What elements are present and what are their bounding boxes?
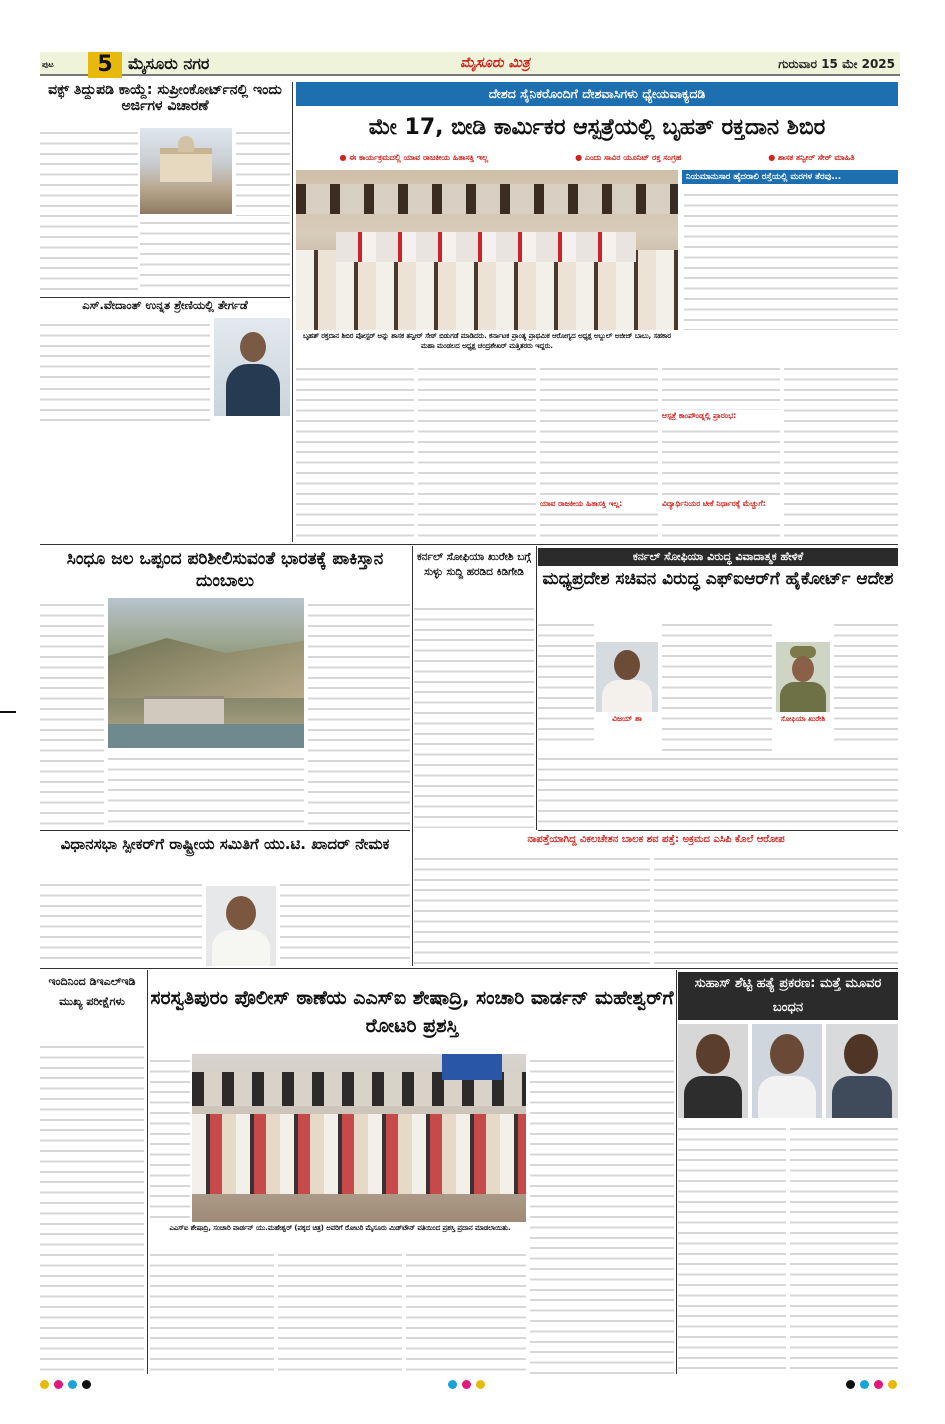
registration-dot: [874, 1380, 883, 1389]
divider: [538, 830, 898, 831]
supreme-court-photo: [140, 128, 232, 214]
mp-body-col3: [834, 618, 898, 744]
accused-photo-3: [826, 1024, 898, 1118]
registration-dot: [40, 1380, 49, 1389]
registration-dot: [846, 1380, 855, 1389]
column-rule: [147, 970, 148, 1374]
vedanth-photo: [214, 318, 290, 416]
lead-bullet: ● ಶಾಸಕ ತನ್ವೀರ್ ಸೇಠ್ ಮಾಹಿತಿ: [768, 153, 855, 162]
sophia-caption: ಸೋಫಿಯಾ ಖುರೇಶಿ: [780, 715, 826, 723]
registration-dot: [476, 1380, 485, 1389]
vedanth-body-lower: [40, 382, 210, 426]
asi-body-lower-2: [278, 1248, 402, 1374]
column-rule: [676, 970, 677, 1374]
khader-body-right: [280, 878, 410, 966]
sophia-photo: [776, 642, 830, 712]
lead-bullets: [296, 150, 898, 166]
dled-headline: ಇಂದಿನಿಂದ ಡಿಇಎಲ್ಇಡಿ ಮುಖ್ಯ ಪರೀಕ್ಷೆಗಳು: [48, 975, 136, 1008]
mp-headline: ಮಧ್ಯಪ್ರದೇಶ ಸಚಿವನ ವಿರುದ್ಧ ಎಫ್‌ಐಆರ್‌ಗೆ ಹೈಕೋರ್ಟ್ ಆದೇಶ: [542, 569, 894, 589]
crop-mark: [0, 711, 16, 713]
divider: [40, 297, 290, 298]
indus-body-left: [40, 598, 104, 828]
indus-headline: ಸಿಂಧೂ ಜಲ ಒಪ್ಪಂದ ಪರಿಶೀಲಿಸುವಂತೆ ಭಾರತಕ್ಕೆ ಪಾಕಿಸ್ತಾನ ದುಂಬಾಲು: [66, 549, 384, 591]
registration-dot: [82, 1380, 91, 1389]
lead-body-col5: [784, 362, 898, 542]
dam-photo: [108, 598, 304, 748]
registration-dot: [54, 1380, 63, 1389]
lead-subhead-3: ವಿದ್ಯಾರ್ಥಿನಿಯರ ಟೀಕೆ ನಿರ್ಧಾರಕ್ಕೆ ಮೆಚ್ಚುಗೆ:: [662, 498, 780, 520]
suhas-body-left: [678, 1122, 786, 1374]
blood-donation-caption: ಬೃಹತ್ ರಕ್ತದಾನ ಶಿಬಿರ ಪೋಸ್ಟರ್ ಅನ್ನು ಶಾಸಕ ತನ್ವೀರ್ ಸೇಠ್ ಬಿಡುಗಡೆ ಮಾಡಿದರು. ಕರ್ನಾಟಕ ಪ್ರಾಂತ್ಯ ಪ್ರಾಥಮಿಕ ಆರೋಗ್ಯದ ಅಧ್ಯಕ್ಷ ಅಬ್ದುಲ್ ಅಜೀಜ್ ಬಾಬು, ಸಹಕಾರ ಮಹಾ ಮಂಡಲದ ಅಧ್ಯಕ್ಷ ಚಂದ್ರಶೇಖರ್ ಮತ್ತಿತರರು ಇದ್ದರು.: [303, 332, 671, 350]
indus-body-right: [308, 598, 410, 828]
missing-boy-headline: ನಾಪತ್ತೆಯಾಗಿದ್ದ ವಿಕಲಚೇತನ ಬಾಲಕ ಶವ ಪತ್ತೆ: ಅಕ್ರಮದ ಎಸಿಪಿ ಕೊಲೆ ಆರೋಪ: [527, 834, 785, 845]
dled-body: [40, 1040, 144, 1374]
khader-body-left: [40, 878, 202, 966]
khader-photo: [206, 886, 276, 966]
lead-subhead-1: ಆಸ್ಪತ್ರೆ ಕಾಂಪೌಂಡ್ನಲ್ಲಿ ಪ್ರಾರಂಭ:: [662, 410, 780, 422]
divider: [40, 968, 898, 969]
khader-headline: ವಿಧಾನಸಭಾ ಸ್ಪೀಕರ್‌ಗೆ ರಾಷ್ಟ್ರೀಯ ಸಮಿತಿಗೆ ಯು.ಟಿ. ಖಾದರ್ ನೇಮಕ: [60, 835, 390, 853]
column-rule: [412, 546, 413, 966]
page-number: 5: [88, 52, 122, 78]
waqf-headline: ವಕ್ಫ್ ತಿದ್ದುಪಡಿ ಕಾಯ್ದೆ: ಸುಪ್ರೀಂಕೋರ್ಟ್‌ನಲ್ಲಿ ಇಂದು ಅರ್ಜಿಗಳ ವಿಚಾರಣೆ: [48, 82, 282, 115]
award-photo: [192, 1054, 526, 1222]
colonel-body: [414, 602, 534, 828]
accused-photo-2: [752, 1024, 822, 1118]
missing-boy-body-right: [654, 852, 898, 964]
registration-dot: [888, 1380, 897, 1389]
vijay-shah-photo: [596, 642, 658, 712]
lead-body-col3: [540, 362, 658, 542]
vijay-shah-caption: ವಿಜಯ್ ಶಾ: [612, 714, 642, 723]
asi-body-col1: [150, 1054, 190, 1222]
vedanth-body: [40, 318, 210, 380]
column-rule: [536, 546, 537, 830]
registration-dot: [462, 1380, 471, 1389]
lead-body-col2: [418, 362, 536, 542]
vedanth-headline: ಎಸ್.ವೇದಾಂತ್ ಉನ್ನತ ಶ್ರೇಣಿಯಲ್ಲಿ ತೇರ್ಗಡೆ: [82, 299, 248, 312]
asi-headline: ಸರಸ್ವತಿಪುರಂ ಪೊಲೀಸ್ ಠಾಣೆಯ ಎಎಸ್ಐ ಶೇಷಾದ್ರಿ, ಸಂಚಾರಿ ವಾರ್ಡನ್ ಮಹೇಶ್ವರ್‌ಗೆ ರೋಟರಿ ಪ್ರಶಸ್ತಿ: [150, 987, 674, 1037]
lead-body-col1: [296, 362, 414, 542]
side-body: [684, 188, 898, 330]
mp-body-col1: [538, 618, 594, 748]
lead-bullet: ● ಎಂದು ಸಾವಿರ ಯೂನಿಟ್ ರಕ್ತ ಸಂಗ್ರಹ: [575, 153, 682, 162]
missing-boy-body-left: [414, 852, 650, 964]
waqf-body-right: [236, 126, 290, 216]
award-caption: ಎಎಸ್‌ಐ ಶೇಷಾದ್ರಿ, ಸಂಚಾರಿ ವಾರ್ಡನ್ ಯು.ಮಹೇಶ್ವರ್ (ಪಕ್ಕದ ಚಿತ್ರ) ಅವರಿಗೆ ರೋಟರಿ ಮೈಸೂರು ಮಿಡ್‌ಟೌನ್ ವತಿಯಿಂದ ಪ್ರಶಸ್ತಿ ಪ್ರದಾನ ಮಾಡಲಾಯಿತು.: [169, 1224, 511, 1232]
section-name: ಮೈಸೂರು ನಗರ: [128, 54, 210, 73]
waqf-body: [40, 126, 138, 296]
asi-body-lower-3: [406, 1248, 526, 1374]
indus-body-bottom: [108, 752, 304, 828]
paper-name: ಮೈಸೂರು ಮಿತ್ರ: [460, 55, 530, 71]
lead-kicker: ದೇಶದ ಸೈನಿಕರೊಂದಿಗೆ ದೇಶವಾಸಿಗಳು ಧ್ಯೇಯವಾಕ್ಯದಡಿ: [296, 82, 898, 106]
waqf-body-lower: [140, 216, 290, 294]
issue-date: ಗುರುವಾರ 15 ಮೇ 2025: [778, 57, 895, 71]
lead-bullet: ● ಈ ಕಾರ್ಯಕ್ರಮದಲ್ಲಿ ಯಾವ ರಾಜಕೀಯ ಹಿತಾಸಕ್ತಿ ಇಲ್ಲ: [339, 153, 489, 162]
divider: [40, 544, 898, 545]
accused-photo-1: [678, 1024, 748, 1118]
suhas-headline: ಸುಹಾಸ್ ಶೆಟ್ಟಿ ಹತ್ಯೆ ಪ್ರಕರಣ: ಮತ್ತೆ ಮೂವರ ಬಂಧನ: [678, 972, 898, 1020]
lead-headline: ಮೇ 17, ಬೀಡಿ ಕಾರ್ಮಿಕರ ಆಸ್ಪತ್ರೆಯಲ್ಲಿ ಬೃಹತ್ ರಕ್ತದಾನ ಶಿಬಿರ: [368, 115, 826, 140]
registration-dot: [448, 1380, 457, 1389]
suhas-body-right: [790, 1122, 898, 1374]
mp-kicker: ಕರ್ನಲ್ ಸೋಫಿಯಾ ವಿರುದ್ಧ ವಿವಾದಾತ್ಮಕ ಹೇಳಿಕೆ: [538, 548, 898, 566]
mp-body-lower: [538, 752, 898, 828]
side-headline: ನಿಯಮಾನುಸಾರ ಹೈದರಾಲಿ ರಸ್ತೆಯಲ್ಲಿ ಮರಗಳ ತೆರವು...: [682, 170, 898, 184]
asi-body-lower-1: [150, 1248, 274, 1374]
divider: [40, 830, 410, 831]
colonel-headline: ಕರ್ನಲ್ ಸೋಫಿಯಾ ಖುರೇಶಿ ಬಗ್ಗೆ ಸುಳ್ಳು ಸುದ್ದಿ ಹರಡಿದ ಕಿಡಿಗೇಡಿ: [416, 551, 532, 578]
registration-dot: [860, 1380, 869, 1389]
page-label: ಪುಟ: [42, 60, 54, 69]
lead-subhead-2: ಯಾವ ರಾಜಕೀಯ ಹಿತಾಸಕ್ತಿ ಇಲ್ಲ:: [540, 498, 658, 510]
column-rule: [292, 82, 293, 542]
blood-donation-photo: [296, 170, 678, 330]
asi-body-col2: [530, 1054, 674, 1374]
registration-dot: [68, 1380, 77, 1389]
